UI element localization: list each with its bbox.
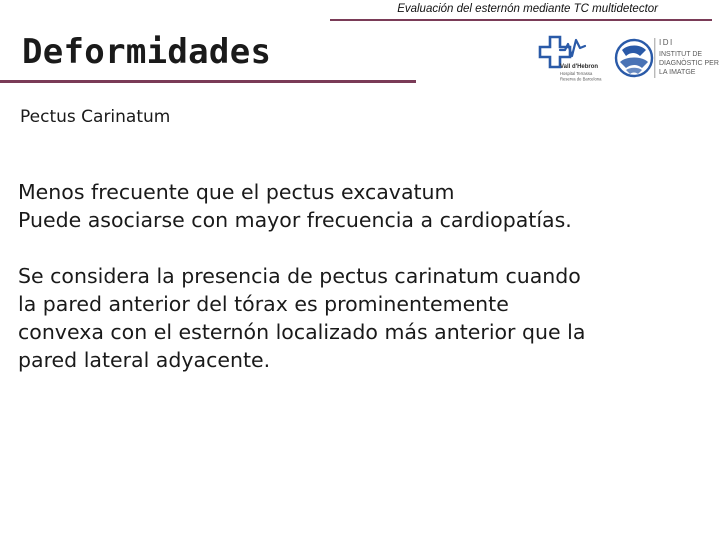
- idi-emblem-icon: [616, 40, 652, 76]
- idi-logo: [612, 34, 719, 82]
- title-underline: [0, 80, 416, 83]
- running-header: Evaluación del esternón mediante TC multidetector: [397, 3, 658, 15]
- idi-logo-line2: INSTITUT DE: [659, 51, 703, 58]
- slide-subtitle: Pectus Carinatum: [20, 107, 171, 127]
- hospital-logo: [538, 34, 608, 82]
- body-line: pared lateral adyacente.: [18, 348, 271, 372]
- header-divider: [330, 19, 712, 21]
- cross-icon: [540, 37, 570, 67]
- idi-logo-line4: LA IMATGE: [659, 69, 696, 76]
- body-line: convexa con el esternón localizado más anterior que la: [18, 320, 586, 344]
- hospital-logo-line1: Vall d'Hebron: [560, 64, 599, 70]
- body-line: Se considera la presencia de pectus carinatum cuando: [18, 264, 581, 288]
- body-line: Puede asociarse con mayor frecuencia a cardiopatías.: [18, 208, 572, 232]
- idi-logo-line1: IDI: [659, 38, 674, 47]
- hospital-logo-line3: Reserva de Barcelona: [560, 76, 602, 82]
- hospital-logo-line2: Hospital Terrassa: [560, 71, 593, 76]
- body-line: Menos frecuente que el pectus excavatum: [18, 180, 455, 204]
- body-line: la pared anterior del tórax es prominentemente: [18, 292, 509, 316]
- slide-title: Deformidades: [22, 32, 272, 72]
- slide-body: [18, 178, 698, 374]
- idi-logo-line3: DIAGNÒSTIC PER: [659, 60, 719, 67]
